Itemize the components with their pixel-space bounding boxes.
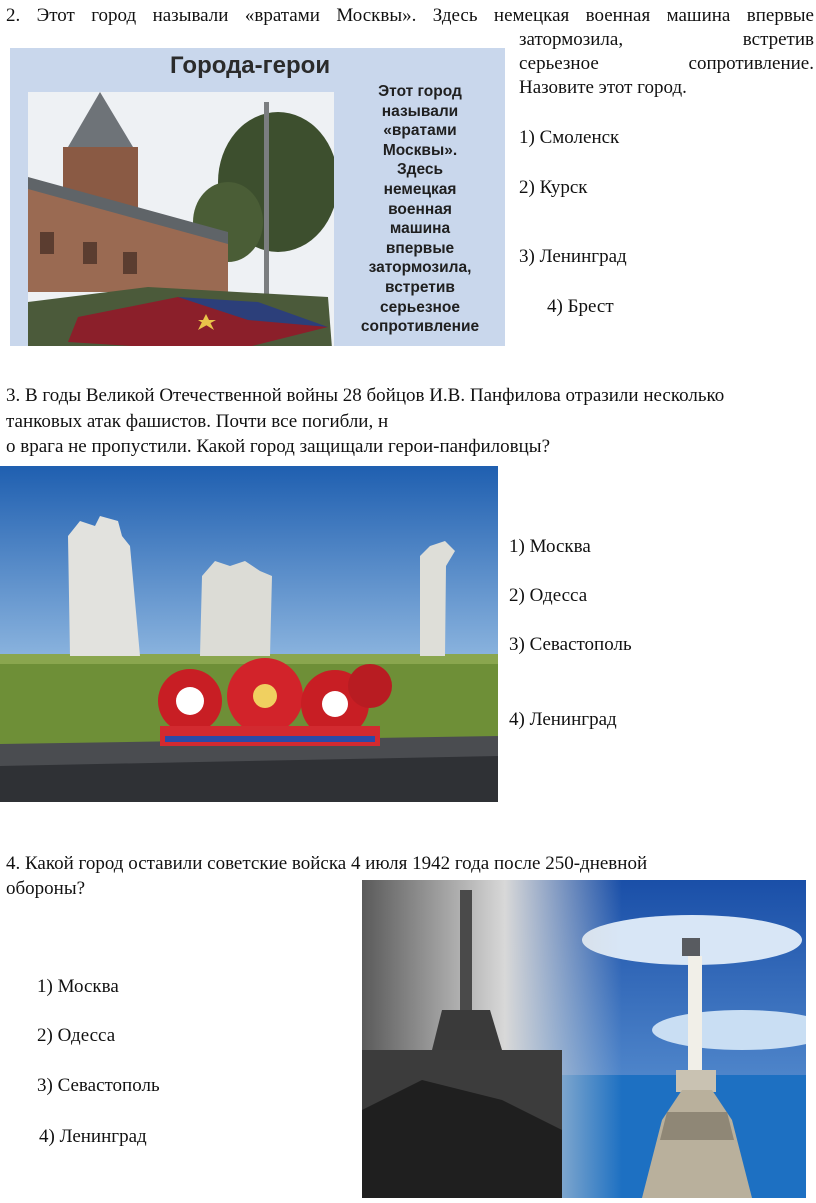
q2-cont-word: серьезное <box>519 53 599 74</box>
q2-cont-word: затормозила, <box>519 29 624 50</box>
question-4-text-line-2: обороны? <box>6 878 86 899</box>
q3-option-1[interactable]: 1) Москва <box>509 536 591 557</box>
q3-option-4[interactable]: 4) Ленинград <box>509 709 617 730</box>
poster-caption: Этот город называли «вратами Москвы». Здесь немецкая военная машина впервые затормозила, встретив серьезное сопротивление <box>360 83 480 336</box>
hero-city-poster <box>10 48 505 346</box>
q4-option-1[interactable]: 1) Москва <box>37 976 119 997</box>
question-3-text-line-2: танковых атак фашистов. Почти все погибли, н <box>6 411 389 432</box>
smolensk-fortress-photo <box>28 92 334 346</box>
q2-option-1[interactable]: 1) Смоленск <box>519 127 620 148</box>
q2-option-2[interactable]: 2) Курск <box>519 177 588 198</box>
q4-option-4[interactable]: 4) Ленинград <box>39 1126 147 1147</box>
q3-option-3[interactable]: 3) Севастополь <box>509 634 632 655</box>
question-3-text-line-1: 3. В годы Великой Отечественной войны 28 бойцов И.В. Панфилова отразили несколько <box>6 385 725 406</box>
sevastopol-monument-photo <box>362 880 806 1198</box>
question-3-text-line-3: о врага не пропустили. Какой город защищали герои-панфиловцы? <box>6 436 551 457</box>
q2-cont-word: сопротивление. <box>688 53 814 74</box>
q3-option-2[interactable]: 2) Одесса <box>509 585 588 606</box>
question-2-continuation <box>519 28 814 100</box>
q4-option-2[interactable]: 2) Одесса <box>37 1025 116 1046</box>
question-2-title: 2. Этот город называли «вратами Москвы». Здесь немецкая военная машина впервые <box>6 5 814 26</box>
q4-option-3[interactable]: 3) Севастополь <box>37 1075 160 1096</box>
question-4-text-line-1: 4. Какой город оставили советские войска 4 июля 1942 года после 250-дневной <box>6 853 648 874</box>
panfilov-memorial-photo <box>0 466 498 802</box>
q2-option-4[interactable]: 4) Брест <box>547 296 614 317</box>
poster-title: Города-герои <box>170 52 331 79</box>
q2-option-3[interactable]: 3) Ленинград <box>519 246 627 267</box>
q2-cont-word: встретив <box>742 29 814 50</box>
q2-cont-line: Назовите этот город. <box>519 77 687 98</box>
